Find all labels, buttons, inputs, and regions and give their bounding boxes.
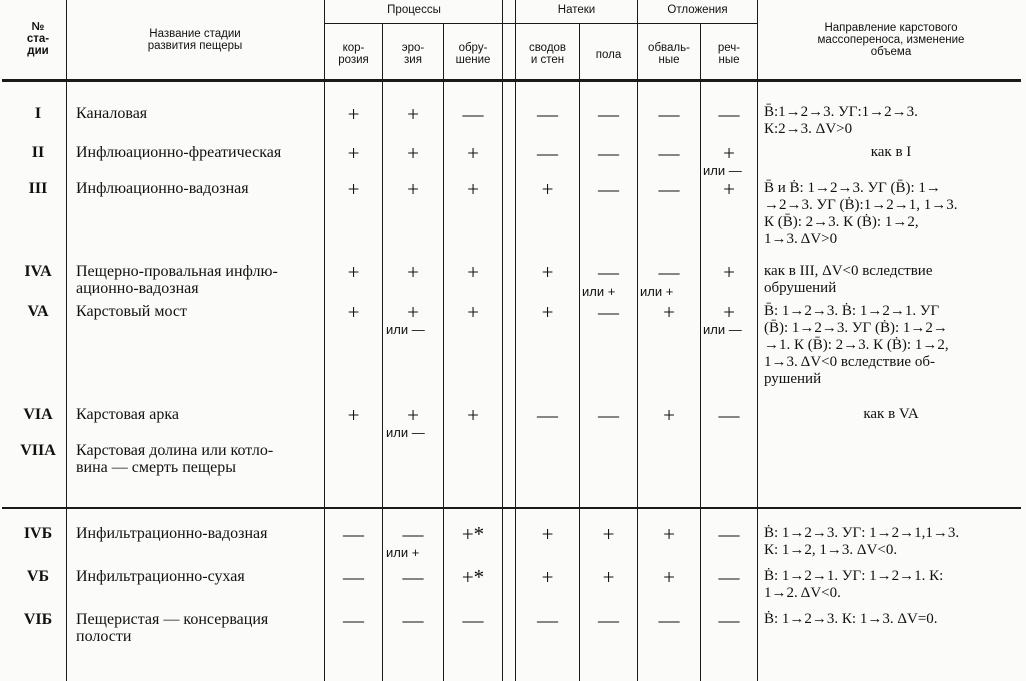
cell-pola: — [598,141,619,165]
cell-obrushenie: + [467,260,479,284]
cell-pola: — [598,608,619,632]
header-col-obrushenie: обру- шение [455,42,491,66]
cell-korrozia: + [347,403,360,427]
stage-number: IVБ [23,525,53,542]
cell-obvalnye: + [663,300,675,324]
cell-obvalnye: — [658,141,680,165]
cell-svodov: + [541,300,554,324]
cell-svodov: — [537,608,558,632]
header-col-rechnye: реч- ные [717,42,741,66]
stage-name: Пещерно-провальная инфлю- ационно-вадозная [76,263,278,297]
direction-text: как в VA [863,406,919,422]
cell-korrozia: + [347,260,360,284]
stage-name: Инфильтрационно-сухая [76,568,245,585]
cell-obvalnye: + [663,522,675,546]
rule-section-split [2,507,1021,509]
cell-erozia: + [407,300,419,324]
stage-number: VIA [23,406,53,423]
cell-obvalnye: — [658,177,680,201]
cell-rechnye: — [718,565,740,589]
stage-number: VIБ [23,611,53,628]
cell-obvalnye: + [663,565,675,589]
cell-rechnye: + [723,141,735,165]
stage-number: VIIA [20,442,56,459]
direction-text: B̄ и Ḃ: 1→2→3. УГ (B̄): 1→ →2→3. УГ (Ḃ):1→2→1, 1→3. К (B̄): 2→3. К (Ḃ): 1→2, 1→3. ΔV>0 [764,180,958,247]
direction-text: Ḃ: 1→2→3. УГ: 1→2→1,1→3. К: 1→2, 1→3. ΔV<0. [764,525,960,558]
stage-name: Карстовая арка [76,406,179,423]
cell-korrozia: — [343,522,364,546]
stage-number: I [34,105,42,122]
cell-erozia: + [407,141,419,165]
cell-erozia: + [407,177,419,201]
header-direction: Направление карстового массопереноса, изменение объема [817,22,965,58]
cell-rechnye-alt: или — [703,163,742,178]
cell-rechnye: + [723,300,735,324]
direction-text: Ḃ: 1→2→3. К: 1→3. ΔV=0. [764,611,938,627]
cell-svodov: + [541,260,554,284]
stage-name: Инфлюационно-вадозная [76,180,249,197]
cell-obvalnye: — [658,260,680,284]
cell-erozia: — [402,565,424,589]
cell-obvalnye: — [658,102,680,126]
cell-erozia: + [407,260,419,284]
cell-svodov: + [541,522,554,546]
stage-number: II [31,144,45,161]
cell-obvalnye: — [658,608,680,632]
header-group-deposits: Отложения [667,4,728,16]
cell-pola: + [602,565,615,589]
header-col-erozia: эро- зия [401,42,425,66]
cell-rechnye: — [718,522,740,546]
cell-erozia: + [407,403,419,427]
cell-obrushenie: + [467,300,479,324]
cell-obrushenie: — [462,608,484,632]
header-group-drips: Натеки [557,4,596,16]
cell-obrushenie: — [462,102,484,126]
cell-obrushenie: + [467,177,479,201]
cell-obrushenie: + [467,141,479,165]
stage-number: VБ [26,568,50,585]
direction-text: B̄: 1→2→3. Ḃ: 1→2→1. УГ (B̄): 1→2→3. УГ (Ḃ): 1→2→ →1. К (B̄): 2→3. К (Ḃ): 1→2, 1→3. ΔV<0 вследствие об- рушений [764,303,949,387]
cell-rechnye-alt: или — [703,322,742,337]
cell-rechnye: + [723,177,735,201]
direction-text: B̄:1→2→3. УГ:1→2→3. К:2→3. ΔV>0 [764,104,918,137]
cell-pola: — [598,102,619,126]
cell-svodov: + [541,565,554,589]
rule-group-top [325,23,757,24]
cell-obvalnye: + [663,403,675,427]
cell-erozia: — [402,522,424,546]
cell-svodov: — [537,141,558,165]
stage-name: Инфильтрационно-вадозная [76,525,268,542]
header-stage-name: Название стадии развития пещеры [147,28,243,52]
cell-korrozia: — [343,565,364,589]
cell-korrozia: + [347,102,360,126]
stage-name: Каналовая [76,105,148,122]
cell-pola: — [598,177,619,201]
vline-double-a [502,0,503,681]
cell-erozia-alt: или — [386,425,425,440]
cell-pola: + [602,522,615,546]
cell-pola: — [598,300,619,324]
cell-rechnye: + [723,260,735,284]
cell-rechnye: — [718,608,740,632]
stage-name: Карстовая долина или котло- вина — смерть пещеры [76,442,274,476]
stage-number: III [28,180,48,197]
cell-erozia: + [407,102,419,126]
direction-text: как в I [870,144,912,160]
stage-name: Карстовый мост [76,303,187,320]
cell-erozia-alt: или + [386,545,420,560]
vline-num [66,0,67,681]
cell-korrozia: — [343,608,364,632]
header-stage-no: № ста- дии [26,21,50,57]
header-col-svodov: сводов и стен [528,42,567,66]
cell-obrushenie: +* [461,565,485,589]
cell-korrozia: + [347,300,360,324]
cell-svodov: — [537,102,558,126]
stage-number: VA [27,303,49,320]
cell-svodov: + [541,177,554,201]
cell-erozia-alt: или — [386,322,425,337]
header-col-obvalnye: обваль- ные [648,42,690,66]
cell-rechnye: — [718,403,740,427]
cell-erozia: — [402,608,424,632]
cell-korrozia: + [347,177,360,201]
rule-header-bottom [2,79,1021,82]
cell-pola: — [598,260,619,284]
cell-obrushenie: + [467,403,479,427]
stage-name: Пещеристая — консервация полости [76,611,269,645]
vline-direction [757,0,758,681]
cell-svodov: — [537,403,558,427]
stage-number: IVA [24,263,52,280]
cell-rechnye: — [718,102,740,126]
cell-pola-alt: или + [582,284,616,299]
header-col-pola: пола [595,49,622,61]
direction-text: Ḃ: 1→2→1. УГ: 1→2→1. К: 1→2. ΔV<0. [764,568,944,601]
header-group-processes: Процессы [387,4,441,16]
stage-name: Инфлюационно-фреатическая [76,144,282,161]
cell-korrozia: + [347,141,360,165]
header-col-korrozia: кор- розия [338,42,369,66]
direction-text: как в III, ΔV<0 вследствие обрушений [764,263,933,296]
cell-obrushenie: +* [461,522,485,546]
cell-pola: — [598,403,619,427]
cell-obvalnye-alt: или + [640,284,674,299]
